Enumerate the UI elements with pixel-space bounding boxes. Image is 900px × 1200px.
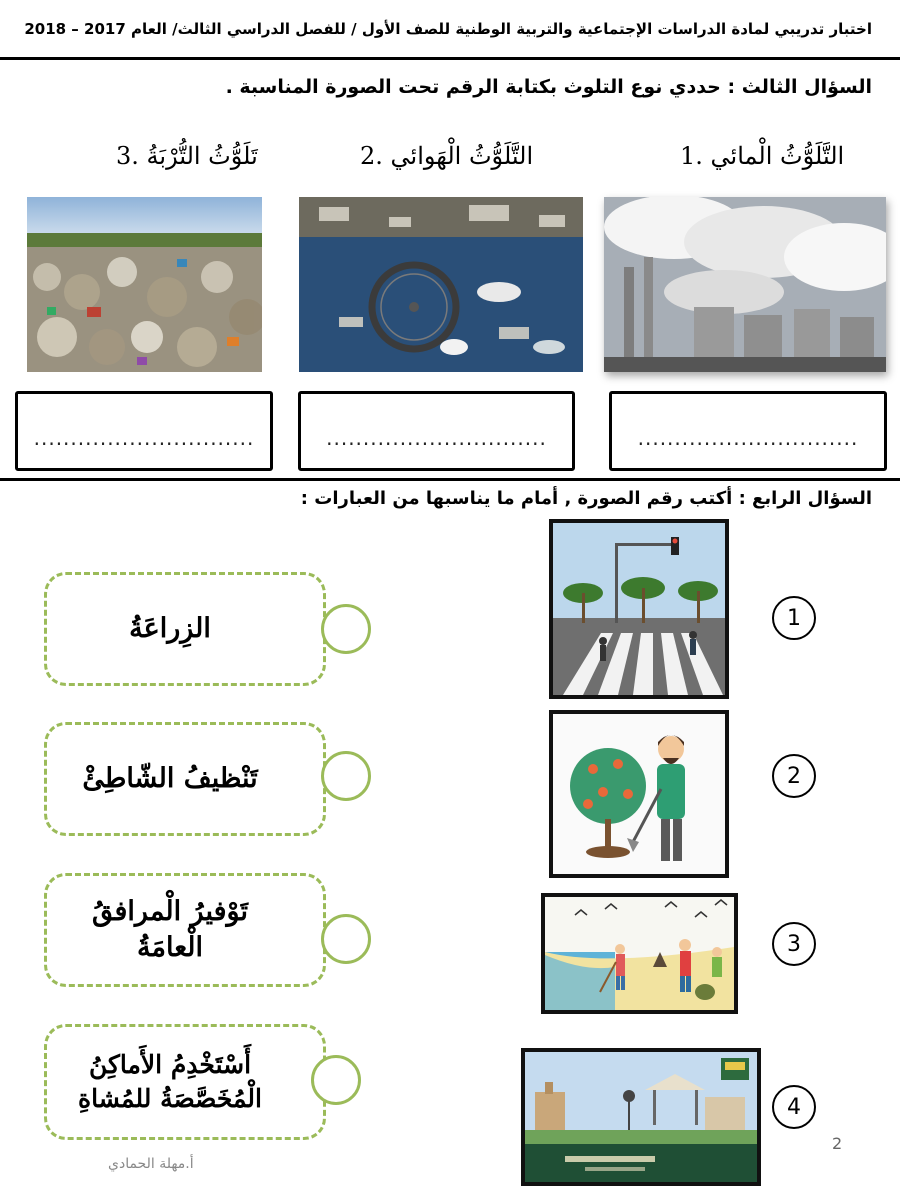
picture-number-2: 2 (772, 754, 816, 798)
answer-circle-1[interactable] (321, 604, 371, 654)
answer-circle-4[interactable] (311, 1055, 361, 1105)
answer-box-factory[interactable]: .............................. (609, 391, 887, 471)
statement-agriculture: الزِراعَةُ (44, 572, 326, 686)
answer-circle-2[interactable] (321, 751, 371, 801)
planting-tree-illustration (549, 710, 729, 878)
worksheet-header: اختبار تدريبي لمادة الدراسات الإجتماعية والتربية الوطنية للصف الأول / للفصل الدراسي الثالث/ العام 2017 – 2018 (24, 20, 872, 38)
factory-smoke-photo (604, 197, 886, 372)
category-soil-pollution: 3. تَلَوُّثُ التُّرْبَةُ (116, 142, 258, 170)
header-divider (0, 57, 900, 60)
polluted-water-photo (299, 197, 583, 372)
public-park-photo (521, 1048, 761, 1186)
answer-box-water[interactable]: .............................. (298, 391, 575, 471)
statement-pedestrian-places: أَسْتَخْدِمُ الأَماكِنُ الْمُخَصَّصَةُ للمُشاةِ (44, 1024, 326, 1140)
question-3-title: السؤال الثالث : حددي نوع التلوث بكتابة الرقم تحت الصورة المناسبة . (225, 76, 872, 98)
garbage-landfill-photo (27, 197, 262, 372)
statement-public-facilities: تَوْفيرُ الْمرافقُ الْعامَةُ (44, 873, 326, 987)
crosswalk-photo (549, 519, 729, 699)
answer-box-landfill[interactable]: .............................. (15, 391, 273, 471)
category-air-pollution: 2. التَّلَوُّثُ الْهَوائي (360, 142, 534, 170)
picture-number-1: 1 (772, 596, 816, 640)
statement-beach-cleaning: تَنْظيفُ الشّاطِئْ (44, 722, 326, 836)
answer-circle-3[interactable] (321, 914, 371, 964)
beach-cleaning-illustration (541, 893, 738, 1014)
page-number: 2 (832, 1134, 843, 1153)
section-divider (0, 478, 900, 481)
author-name: أ.مهلة الحمادي (108, 1156, 194, 1172)
picture-number-4: 4 (772, 1085, 816, 1129)
category-water-pollution: 1. التَّلَوُّثُ الْمائي (680, 142, 845, 170)
picture-number-3: 3 (772, 922, 816, 966)
question-4-title: السؤال الرابع : أكتب رقم الصورة , أمام ما يناسبها من العبارات : (300, 488, 872, 509)
